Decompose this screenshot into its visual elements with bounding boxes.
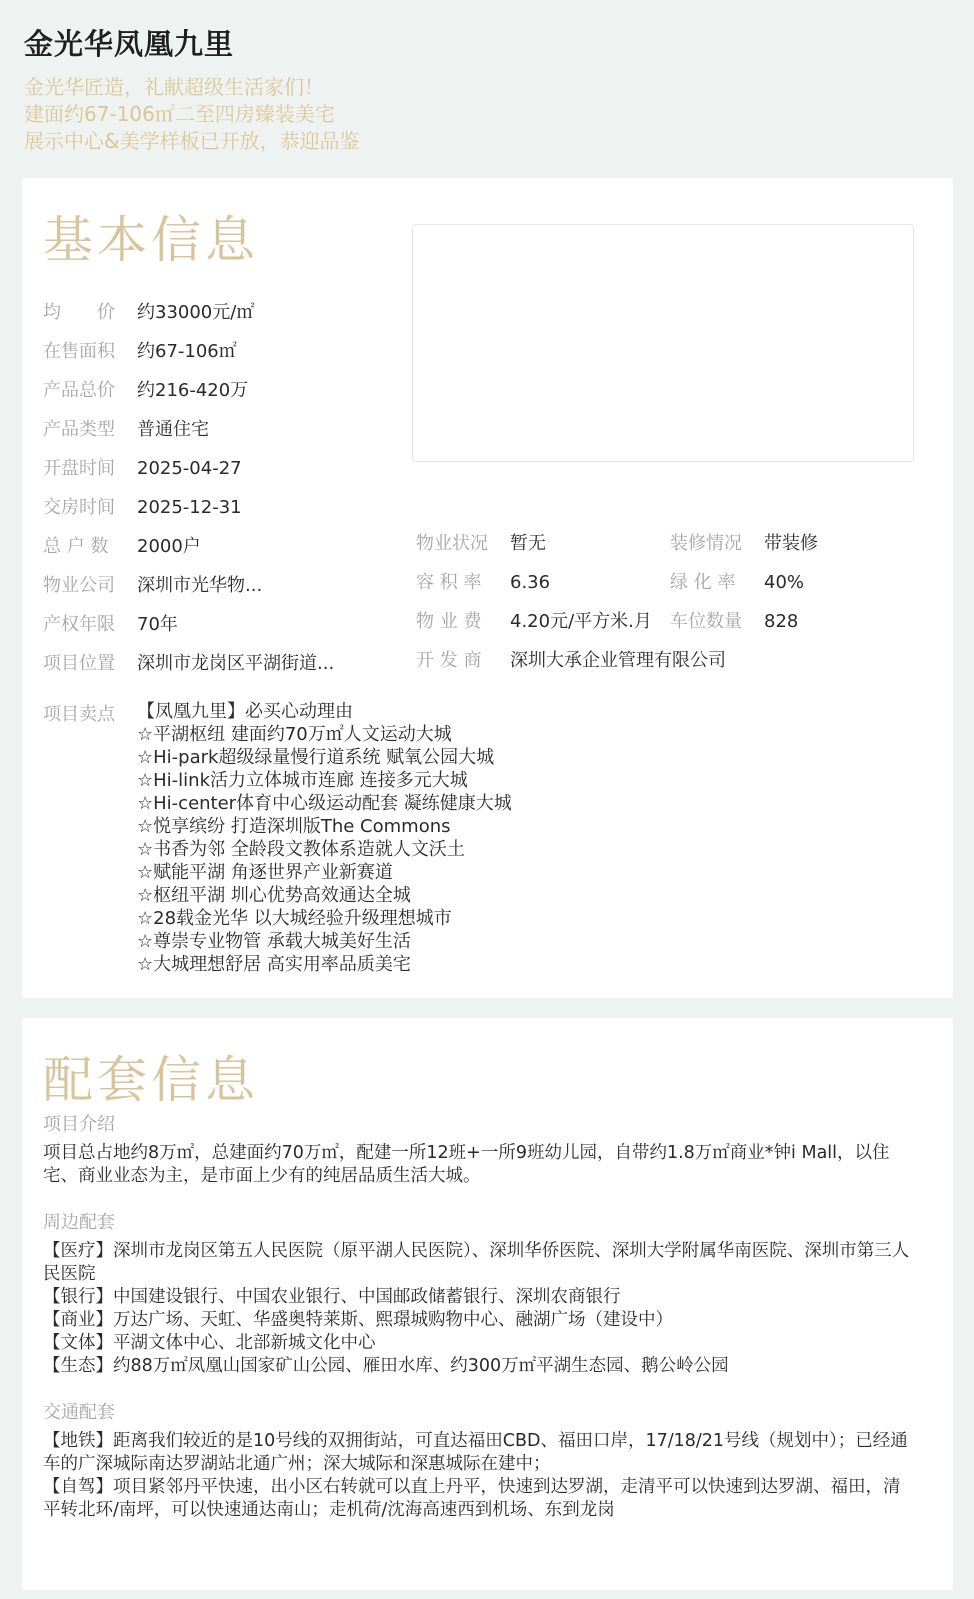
- info-label: 车位数量: [670, 611, 742, 632]
- selling-point: ☆书香为邻 全龄段文教体系造就人文沃土: [137, 839, 465, 860]
- info-row-plot-ratio: [416, 568, 550, 594]
- info-label: 物业状况: [416, 533, 488, 554]
- selling-points: [43, 700, 512, 976]
- selling-point: ☆Hi-center体育中心级运动配套 凝练健康大城: [137, 793, 512, 814]
- info-value: 深圳市光华物...: [137, 575, 263, 596]
- info-label: 交房时间: [43, 497, 115, 518]
- info-label: 产品总价: [43, 380, 115, 401]
- info-row-property-company: [43, 571, 262, 597]
- info-row-decoration: [670, 529, 818, 555]
- intro-text: 项目总占地约8万㎡，总建面约70万㎡，配建一所12班+一所9班幼儿园，自带约1.8万㎡商业*钟i Mall，以住宅、商业业态为主，是市面上少有的纯居品质生活大城。: [43, 1143, 890, 1186]
- info-row-property-fee: [416, 607, 652, 633]
- info-label: 产权年限: [43, 614, 115, 635]
- info-value: 深圳大承企业管理有限公司: [510, 650, 726, 671]
- info-value: 约33000元/㎡: [137, 302, 255, 323]
- support-info-card: [22, 1018, 953, 1590]
- info-label: 均 价: [43, 302, 115, 323]
- info-value: 6.36: [510, 572, 551, 593]
- selling-point: 【凤凰九里】必买心动理由: [137, 701, 353, 722]
- info-value: 828: [764, 611, 799, 632]
- selling-point: ☆枢纽平湖 圳心优势高效通达全城: [137, 885, 411, 906]
- info-label: 装修情况: [670, 533, 742, 554]
- info-label: 项目卖点: [43, 704, 115, 725]
- info-value: 暂无: [510, 533, 546, 554]
- slogan-line: 建面约67-106㎡二至四房臻装美宅: [24, 102, 335, 126]
- info-value: 带装修: [764, 533, 818, 554]
- info-row-households: [43, 532, 201, 558]
- info-value: 2025-04-27: [137, 458, 242, 479]
- info-row-area: [43, 337, 237, 363]
- slogan-block: [24, 74, 360, 155]
- around-line: 【生态】约88万㎡凤凰山国家矿山公园、雁田水库、约300万㎡平湖生态园、鹅公岭公园: [43, 1356, 729, 1376]
- selling-point: ☆大城理想舒居 高实用率品质美宅: [137, 954, 411, 975]
- around-line: 【商业】万达广场、天虹、华盛奥特莱斯、熙璟城购物中心、融湖广场（建设中）: [43, 1310, 673, 1330]
- traffic-heading: 交通配套: [43, 1402, 115, 1423]
- info-value: 深圳市龙岗区平湖街道...: [137, 653, 335, 674]
- info-label: 物 业 费: [416, 611, 482, 632]
- info-value: 约216-420万: [137, 380, 249, 401]
- section-title-basic: 基本信息: [43, 211, 259, 269]
- info-value: 普通住宅: [137, 419, 209, 440]
- info-row-delivery-date: [43, 493, 242, 519]
- info-label: 在售面积: [43, 341, 115, 362]
- info-row-green-rate: [670, 568, 804, 594]
- info-row-ownership-years: [43, 610, 178, 636]
- intro-heading: 项目介绍: [43, 1114, 115, 1135]
- info-label: 绿 化 率: [670, 572, 736, 593]
- traffic-line: 【地铁】距离我们较近的是10号线的双拥街站，可直达福田CBD、福田口岸，17/18/21号线（规划中）；已经通车的广深城际南达罗湖站北通广州；深大城际和深惠城际在建中；: [43, 1431, 908, 1474]
- selling-points-list: [137, 700, 512, 976]
- slogan-line: 金光华匠造，礼献超级生活家们！: [24, 75, 324, 99]
- info-row-location: [43, 649, 334, 675]
- traffic-line: 【自驾】项目紧邻丹平快速，出小区右转就可以直上丹平，快速到达罗湖，走清平可以快速到达罗湖、福田，清平转北环/南坪，可以快速通达南山；走机荷/沈海高速西到机场、东到龙岗: [43, 1477, 901, 1520]
- selling-point: ☆赋能平湖 角逐世界产业新赛道: [137, 862, 393, 883]
- info-label: 容 积 率: [416, 572, 482, 593]
- selling-point: ☆平湖枢纽 建面约70万㎡人文运动大城: [137, 724, 452, 745]
- around-list: [43, 1240, 915, 1378]
- info-value: 2000户: [137, 536, 201, 557]
- info-value: 约67-106㎡: [137, 341, 237, 362]
- section-title-support: 配套信息: [43, 1051, 259, 1109]
- around-line: 【文体】平湖文体中心、北部新城文化中心: [43, 1333, 376, 1353]
- selling-point: ☆Hi-link活力立体城市连廊 连接多元大城: [137, 770, 468, 791]
- info-value: 70年: [137, 614, 178, 635]
- selling-point: ☆28载金光华 以大城经验升级理想城市: [137, 908, 452, 929]
- info-row-open-date: [43, 454, 242, 480]
- info-label: 项目位置: [43, 653, 115, 674]
- map-placeholder[interactable]: [412, 224, 914, 462]
- around-line: 【医疗】深圳市龙岗区第五人民医院（原平湖人民医院）、深圳华侨医院、深圳大学附属华南医院、深圳市第三人民医院: [43, 1241, 910, 1284]
- traffic-list: [43, 1430, 915, 1522]
- info-row-parking: [670, 607, 798, 633]
- info-row-property-status: [416, 529, 546, 555]
- info-row-price: [43, 298, 254, 324]
- info-row-type: [43, 415, 209, 441]
- selling-point: ☆Hi-park超级绿量慢行道系统 赋氧公园大城: [137, 747, 495, 768]
- info-label: 开 发 商: [416, 650, 482, 671]
- around-heading: 周边配套: [43, 1212, 115, 1233]
- info-label: 总 户 数: [43, 536, 109, 557]
- info-label: 产品类型: [43, 419, 115, 440]
- info-label: 开盘时间: [43, 458, 115, 479]
- info-value: 2025-12-31: [137, 497, 242, 518]
- page-title: 金光华凤凰九里: [24, 27, 235, 61]
- info-value: 4.20元/平方米.月: [510, 611, 652, 632]
- slogan-line: 展示中心&美学样板已开放，恭迎品鉴: [24, 129, 360, 153]
- basic-info-card: [22, 178, 953, 998]
- info-row-developer: [416, 646, 726, 672]
- selling-point: ☆悦享缤纷 打造深圳版The Commons: [137, 816, 451, 837]
- around-line: 【银行】中国建设银行、中国农业银行、中国邮政储蓄银行、深圳农商银行: [43, 1287, 621, 1307]
- info-value: 40%: [764, 572, 805, 593]
- selling-point: ☆尊崇专业物管 承载大城美好生活: [137, 931, 411, 952]
- info-label: 物业公司: [43, 575, 115, 596]
- info-row-total-price: [43, 376, 248, 402]
